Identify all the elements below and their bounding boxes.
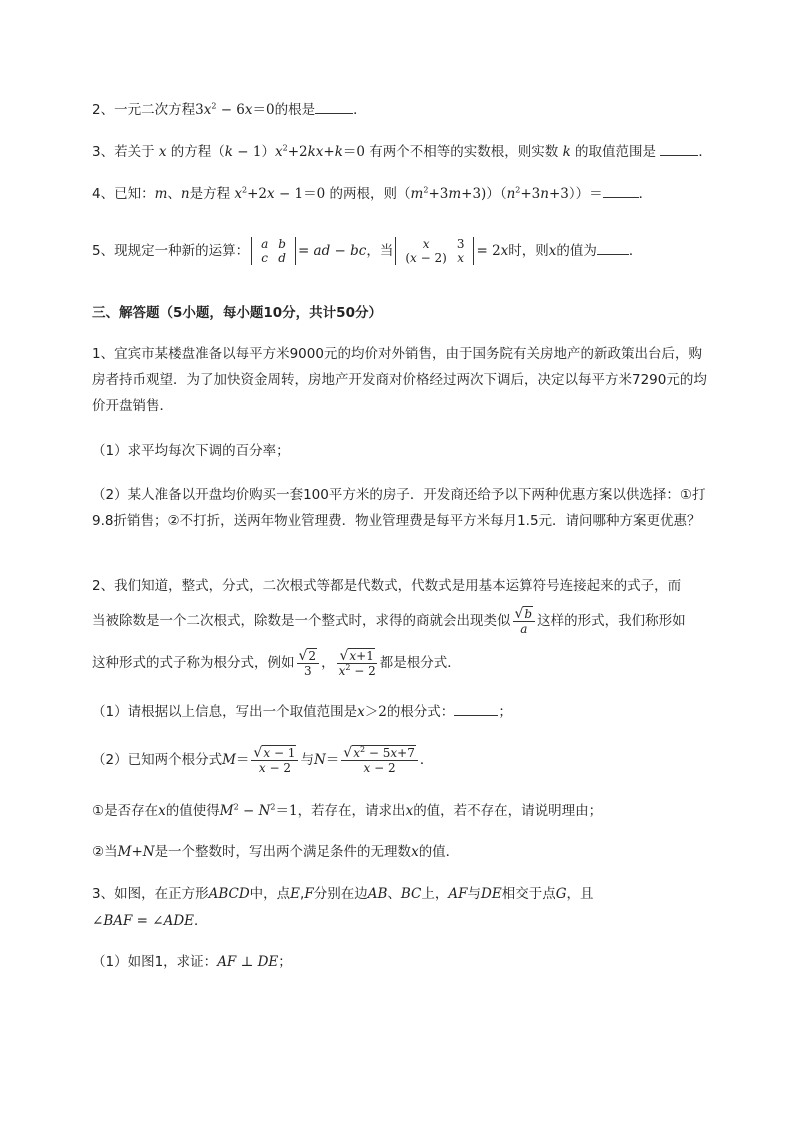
problem-3-line-1: 3、如图，在正方形ABCD中，点E,F分别在边AB、BC上，AF与DE相交于点G，且 [92,886,594,902]
answer-blank[interactable] [603,197,639,198]
problem-2-line-2: 当被除数是一个二次根式，除数是一个整式时，求得的商就会出现类似 √ b a 这样的形式，我们称形如 [92,606,686,636]
problem-1-part-1: （1）求平均每次下调的百分率； [92,443,290,459]
question-2: 2、一元二次方程$3x^2 - 6x=0$的根是 ． [92,101,367,118]
answer-blank[interactable] [315,113,353,114]
answer-blank[interactable] [660,155,698,156]
problem-2-line-1: 2、我们知道，整式，分式，二次根式等都是代数式，代数式是用基本运算符号连接起来的式子，而 [92,578,682,594]
problem-2-item-1: ①是否存在x的值使得$M^2 - N^2=1$，若存在，请求出x的值，若不存在，请说明理由； [92,802,603,819]
problem-3-part-1: （1）如图1，求证：AF ⊥ DE； [92,954,292,970]
problem-2-line-3: 这种形式的式子称为根分式，例如 √ 2 3 ， √ x+1 $x^2 - 2$ 都是根分式． [92,648,461,678]
problem-3-line-2: ∠BAF = ∠ADE． [92,913,208,929]
answer-blank[interactable] [454,715,498,716]
problem-1-part-2: （2）某人准备以开盘均价购买一套100平方米的房子．开发商还给予以下两种优惠方案以供选择：①打9.8折销售；②不打折，送两年物业管理费．物业管理费是每平方米每月1.5元．请问哪种方案更优惠？ [92,487,706,529]
problem-2-part-2: （2）已知两个根分式M＝ √ x − 1 x − 2 与N＝ √ $x^2 - 5x+7$ x − 2 ． [92,745,434,775]
answer-blank[interactable] [597,254,629,255]
question-5: 5、现规定一种新的运算： a b c d = ad − bc，当 x 3 (x − 2) x = 2x时，则x的值为 ． [92,237,643,265]
section-heading: 三、解答题（5小题，每小题10分，共计50分） [92,305,382,321]
problem-1: 1、宜宾市某楼盘准备以每平方米9000元的均价对外销售，由于国务院有关房地产的新政策出台后，购房者持币观望．为了加快资金周转，房地产开发商对价格经过两次下调后，决定以每平方米7290元的均价开盘销售． [92,346,707,414]
problem-2-item-2: ②当M+N是一个整数时，写出两个满足条件的无理数x的值． [92,844,460,860]
determinant-definition: a b c d [251,237,296,265]
question-4: 4、已知：m、n是方程 $x^2+2x - 1=0$ 的两根，则$(m^2+3m+3))(n^2+3n+3))=$ ． [92,185,653,202]
question-3: 3、若关于 x 的方程$(k - 1)x^2+2kx+k=0$ 有两个不相等的实数根，则实数 k 的取值范围是 ． [92,143,712,160]
determinant-condition: x 3 (x − 2) x [395,237,474,265]
problem-2-part-1: （1）请根据以上信息，写出一个取值范围是x＞2的根分式： ； [92,704,512,720]
